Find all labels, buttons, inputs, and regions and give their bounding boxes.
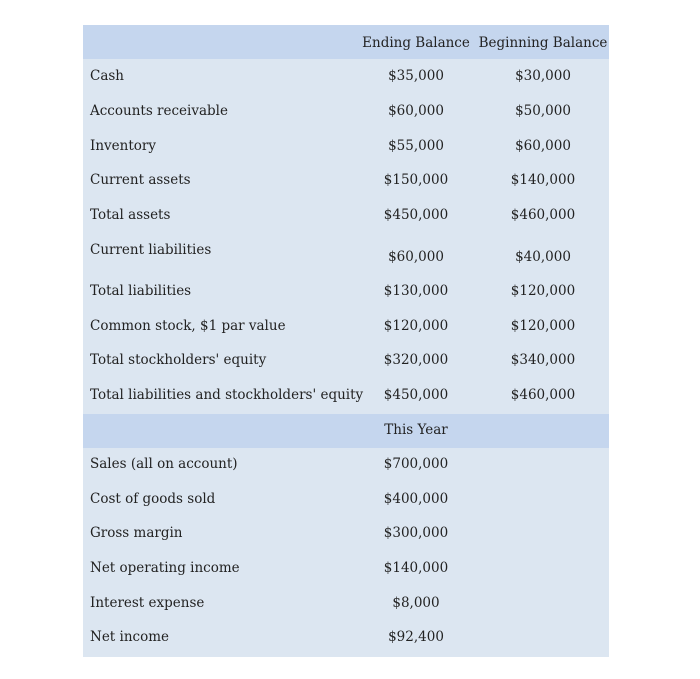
row-label: Net operating income [90,560,240,576]
row-this-year-value: $700,000 [383,456,449,472]
row-ending-value: $60,000 [388,103,444,119]
row-beginning-value: $60,000 [515,138,571,154]
row-label: Total stockholders' equity [90,352,267,368]
row-beginning-value: $50,000 [515,103,571,119]
row-ending-value: $120,000 [383,318,449,334]
row-label: Current liabilities [90,242,212,258]
row-beginning-value: $460,000 [510,207,576,223]
row-label: Net income [90,629,170,645]
row-label: Total assets [90,207,171,223]
row-label: Gross margin [90,525,183,541]
row-ending-value: $450,000 [383,387,449,403]
row-label: Common stock, $1 par value [90,318,286,334]
row-this-year-value: $140,000 [383,560,449,576]
row-beginning-value: $30,000 [515,68,571,84]
row-label: Cost of goods sold [90,491,216,507]
row-this-year-value: $92,400 [388,629,444,645]
row-this-year-value: $400,000 [383,491,449,507]
row-ending-value: $450,000 [383,207,449,223]
row-label: Inventory [90,138,156,154]
row-ending-value: $130,000 [383,283,449,299]
row-beginning-value: $340,000 [510,352,576,368]
row-label: Current assets [90,172,191,188]
row-this-year-value: $8,000 [392,595,440,611]
header-ending-balance: Ending Balance [362,35,470,51]
row-ending-value: $150,000 [383,172,449,188]
row-beginning-value: $140,000 [510,172,576,188]
row-label: Interest expense [90,595,205,611]
row-beginning-value: $40,000 [515,249,571,265]
row-this-year-value: $300,000 [383,525,449,541]
row-ending-value: $60,000 [388,249,444,265]
row-label: Sales (all on account) [90,456,238,472]
header-beginning-balance: Beginning Balance [478,35,608,51]
row-ending-value: $35,000 [388,68,444,84]
row-label: Total liabilities [90,283,192,299]
income-statement-header-band [83,414,609,448]
row-beginning-value: $460,000 [510,387,576,403]
row-label: Total liabilities and stockholders' equity [90,387,364,403]
row-beginning-value: $120,000 [510,283,576,299]
row-label: Accounts receivable [90,103,228,119]
row-beginning-value: $120,000 [510,318,576,334]
row-ending-value: $320,000 [383,352,449,368]
row-label: Cash [90,68,125,84]
row-ending-value: $55,000 [388,138,444,154]
header-this-year: This Year [384,422,448,438]
